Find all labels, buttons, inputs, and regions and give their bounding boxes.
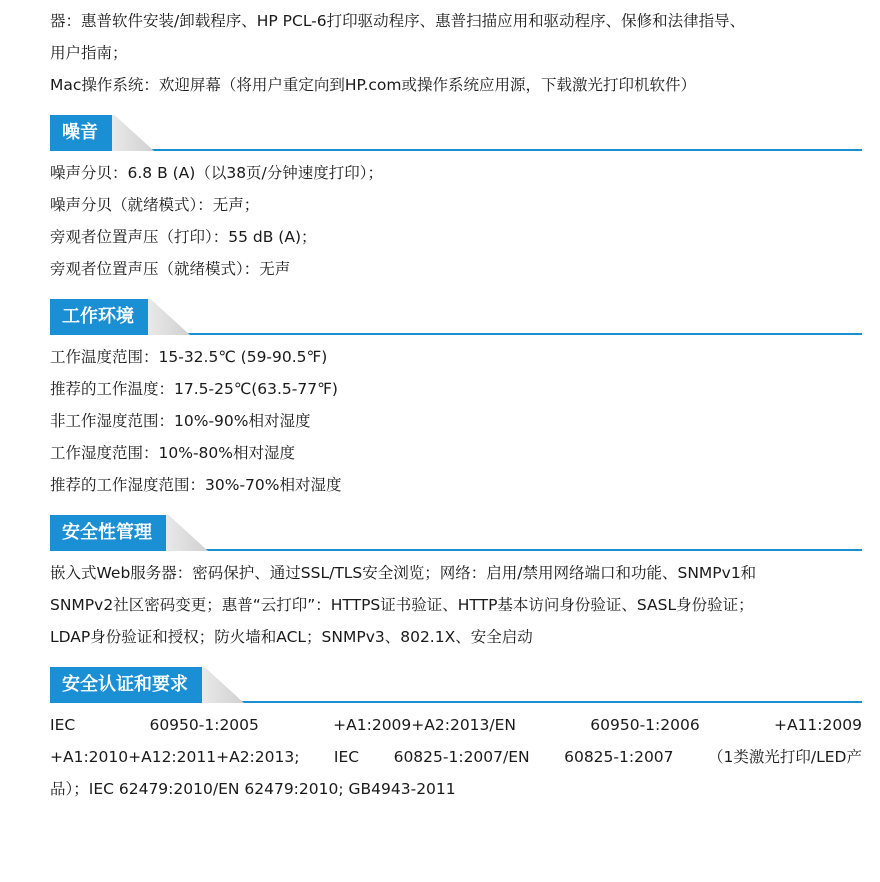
section-body-security (50, 557, 862, 653)
section-title: 安全性管理 (50, 515, 166, 551)
spec-line: 推荐的工作温度：17.5-25℃(63.5-77℉) (50, 380, 338, 398)
cert-token: +A11:2009 (773, 716, 862, 734)
spec-line: 工作湿度范围：10%-80%相对湿度 (50, 444, 295, 462)
cert-token: IEC (333, 748, 360, 766)
intro-line: 用户指南； (50, 44, 128, 62)
section-title: 噪音 (50, 115, 112, 151)
cert-token: 60950-1:2005 (149, 716, 259, 734)
section-header-environment (50, 295, 862, 335)
spec-line: 旁观者位置声压（打印）：55 dB (A)； (50, 228, 317, 246)
cert-token: 60825-1:2007 (564, 748, 674, 766)
section-rule (50, 149, 862, 151)
section-title: 安全认证和要求 (50, 667, 202, 703)
section-header-certification (50, 663, 862, 703)
section-tab (50, 515, 208, 551)
cert-line (50, 709, 862, 741)
cert-token: 60825-1:2007/EN (393, 748, 530, 766)
cert-token: +A1:2009+A2:2013/EN (333, 716, 517, 734)
cert-line (50, 741, 862, 773)
tab-fold-decoration (202, 667, 244, 703)
spec-line: 工作温度范围：15-32.5℃ (59-90.5℉) (50, 348, 328, 366)
section-tab (50, 115, 154, 151)
section-tab (50, 667, 244, 703)
spec-line: 噪声分贝（就绪模式）：无声； (50, 196, 260, 214)
cert-token: IEC (50, 716, 76, 734)
section-body-noise (50, 157, 862, 285)
tab-fold-decoration (148, 299, 190, 335)
intro-block (50, 0, 862, 101)
section-tab (50, 299, 190, 335)
tab-fold-decoration (112, 115, 154, 151)
section-body-certification (50, 709, 862, 805)
intro-line: Mac操作系统：欢迎屏幕（将用户重定向到HP.com或操作系统应用源，下载激光打印机软件） (50, 76, 697, 94)
cert-token: +A1:2010+A12:2011+A2:2013; (50, 748, 300, 766)
intro-line: 器：惠普软件安装/卸载程序、HP PCL-6打印驱动程序、惠普扫描应用和驱动程序、保修和法律指导、 (50, 12, 746, 30)
section-header-security (50, 511, 862, 551)
section-body-environment (50, 341, 862, 501)
cert-token: 60950-1:2006 (590, 716, 700, 734)
spec-line: 推荐的工作湿度范围：30%-70%相对湿度 (50, 476, 342, 494)
spec-line: 非工作湿度范围：10%-90%相对湿度 (50, 412, 311, 430)
cert-token: （1类激光打印/LED产 (708, 748, 862, 766)
section-title: 工作环境 (50, 299, 148, 335)
spec-line: LDAP身份验证和授权；防火墙和ACL；SNMPv3、802.1X、安全启动 (50, 628, 533, 646)
spec-line: 嵌入式Web服务器：密码保护、通过SSL/TLS安全浏览；网络：启用/禁用网络端口和功能、SNMPv1和 (50, 564, 757, 582)
spec-line: 旁观者位置声压（就绪模式）：无声 (50, 260, 291, 278)
tab-fold-decoration (166, 515, 208, 551)
cert-line: 品）；IEC 62479:2010/EN 62479:2010; GB4943-2011 (50, 780, 456, 798)
spec-line: 噪声分贝：6.8 B (A)（以38页/分钟速度打印）； (50, 164, 384, 182)
section-header-noise (50, 111, 862, 151)
spec-line: SNMPv2社区密码变更；惠普“云打印”：HTTPS证书验证、HTTP基本访问身份验证、SASL身份验证； (50, 596, 754, 614)
